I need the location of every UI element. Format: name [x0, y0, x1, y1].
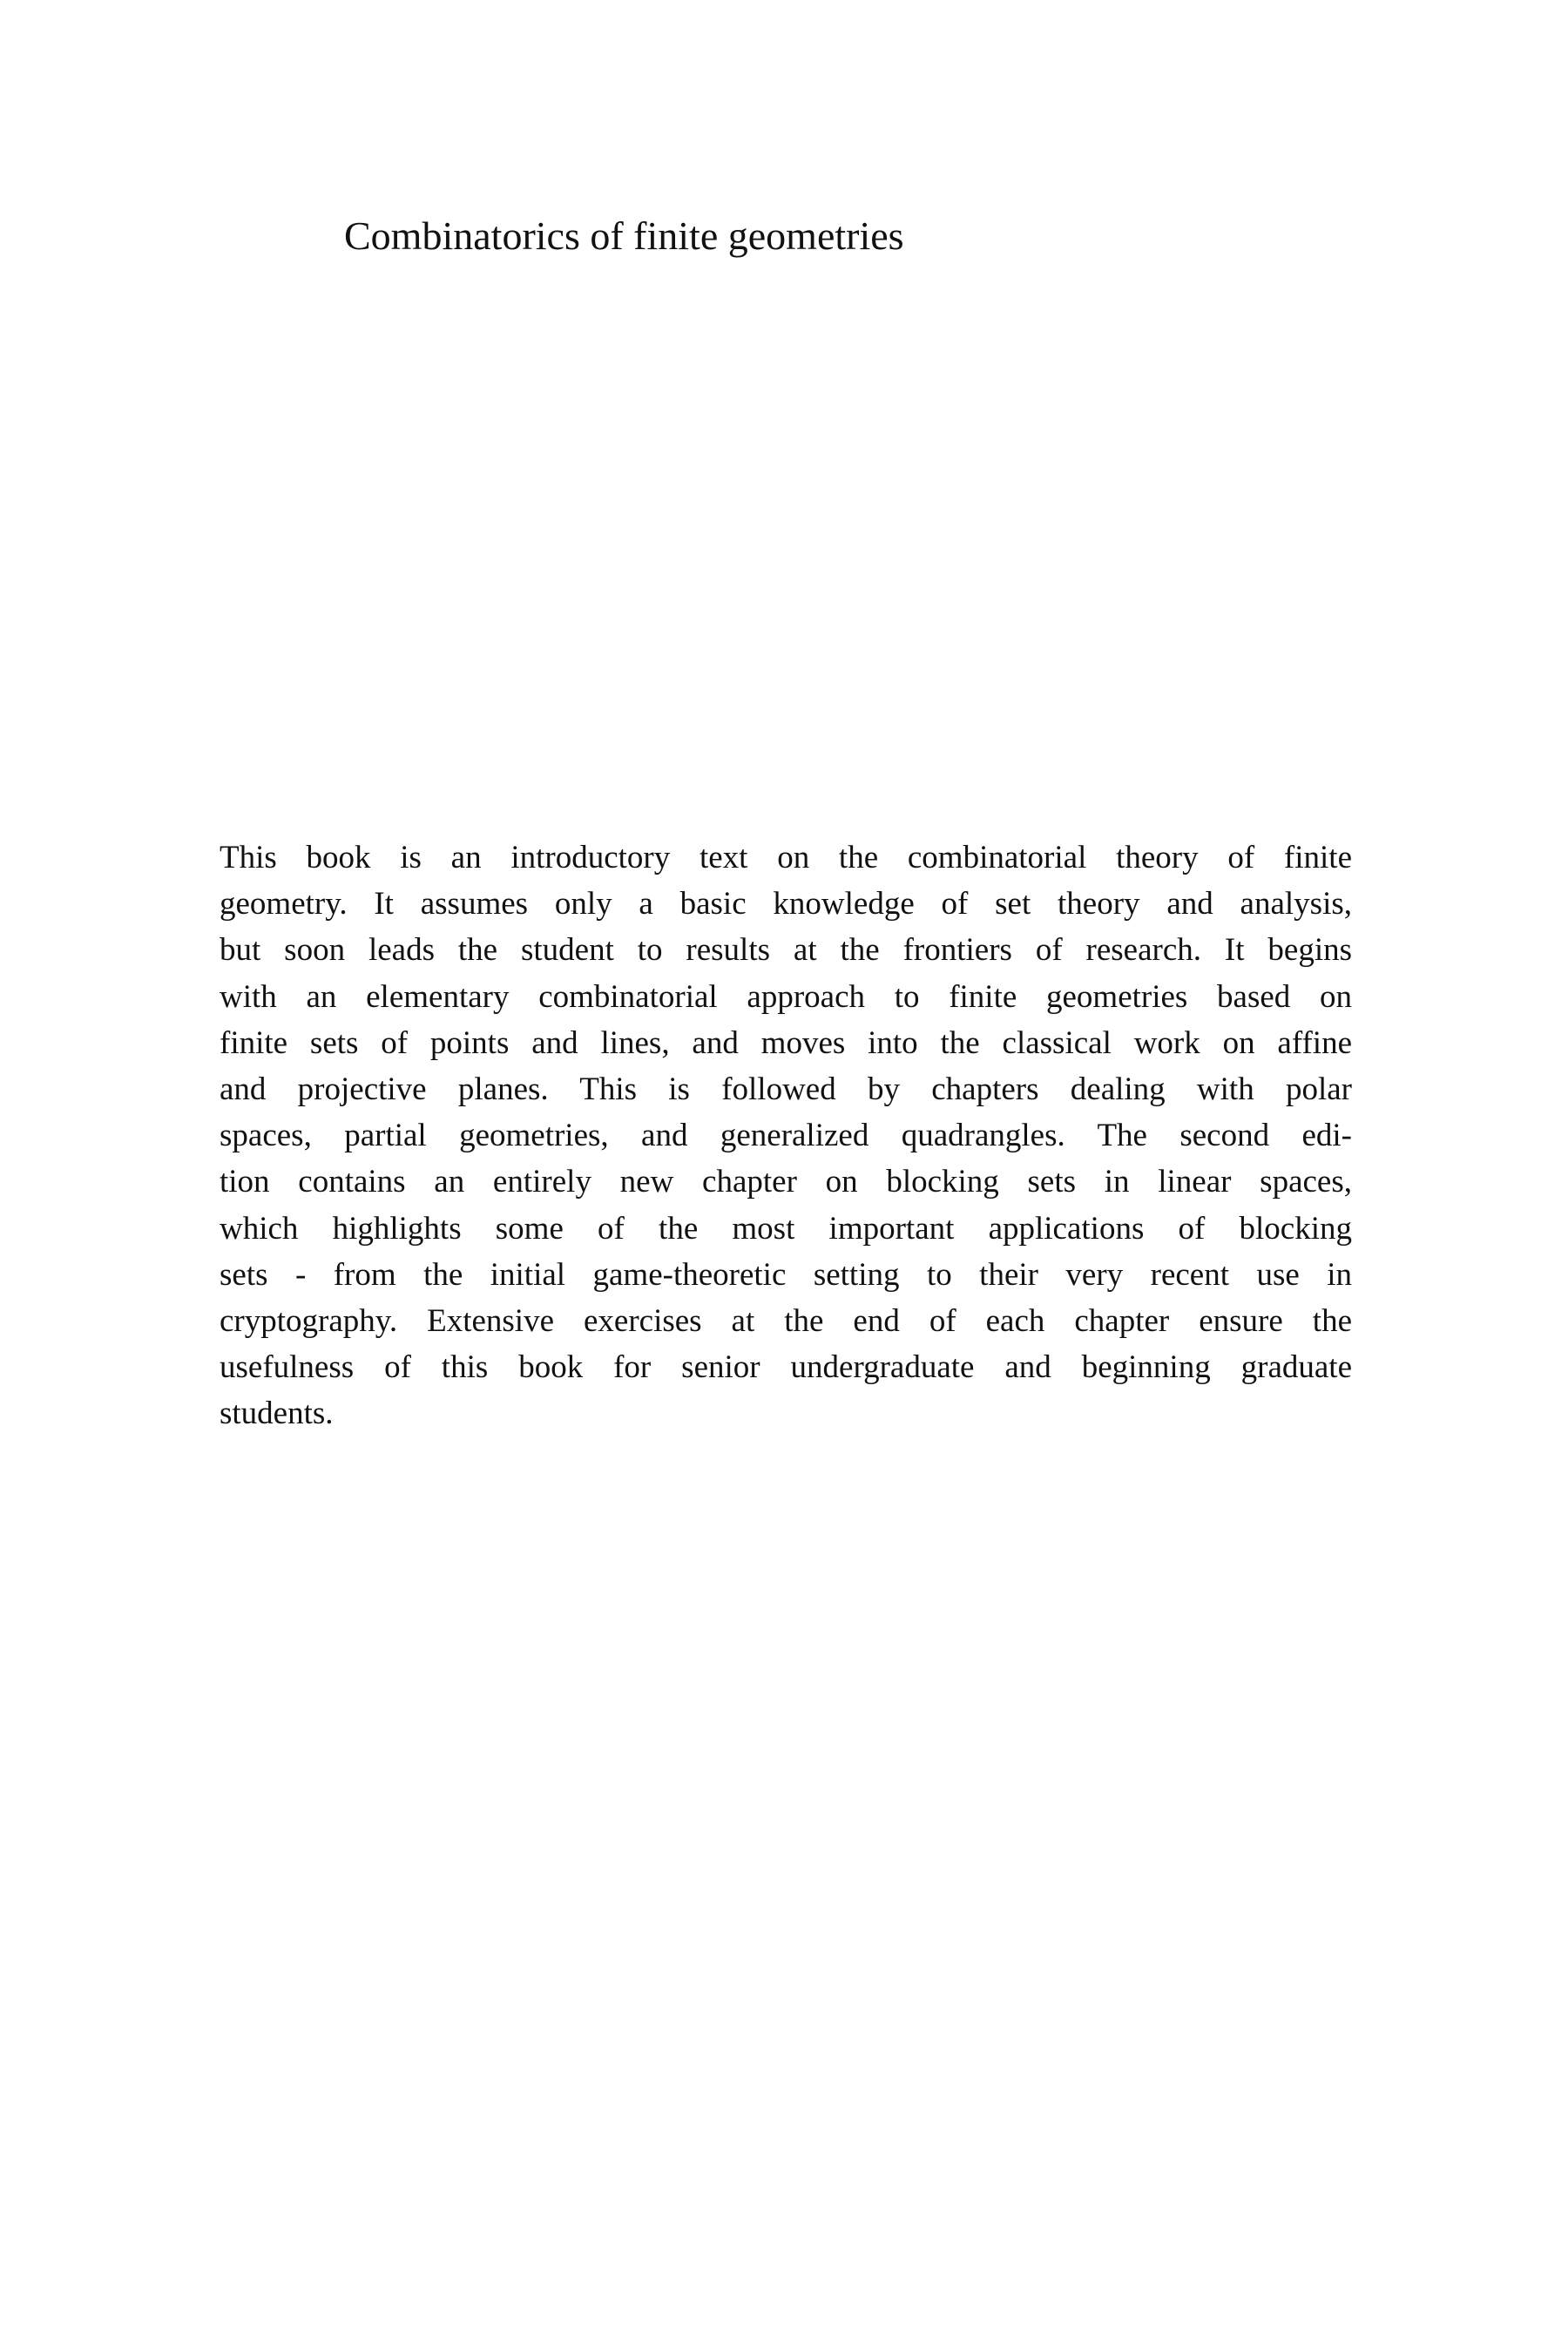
description-line: geometry. It assumes only a basic knowledge of set theory and analysis,: [220, 886, 1352, 923]
description-line: with an elementary combinatorial approach to finite geometries based on: [220, 978, 1352, 1015]
page-title: Combinatorics of finite geometries: [344, 213, 904, 258]
description-line: This book is an introductory text on the combinatorial theory of finite: [220, 840, 1352, 875]
description-line: which highlights some of the most important applications of blocking: [220, 1210, 1352, 1247]
description-line: tion contains an entirely new chapter on blocking sets in linear spaces,: [220, 1164, 1352, 1200]
description-line: but soon leads the student to results at the frontiers of research. It begins: [220, 932, 1352, 969]
description-line: sets - from the initial game-theoretic setting to their very recent use in: [220, 1256, 1352, 1293]
description-line: finite sets of points and lines, and moves into the classical work on affine: [220, 1024, 1352, 1061]
book-description: [220, 835, 1352, 1436]
description-line: usefulness of this book for senior undergraduate and beginning graduate: [220, 1349, 1352, 1386]
description-line: and projective planes. This is followed by chapters dealing with polar: [220, 1071, 1352, 1107]
description-line: cryptography. Extensive exercises at the end of each chapter ensure the: [220, 1302, 1352, 1339]
description-line: students.: [220, 1396, 334, 1432]
description-line: spaces, partial geometries, and generalized quadrangles. The second edi-: [220, 1118, 1352, 1154]
